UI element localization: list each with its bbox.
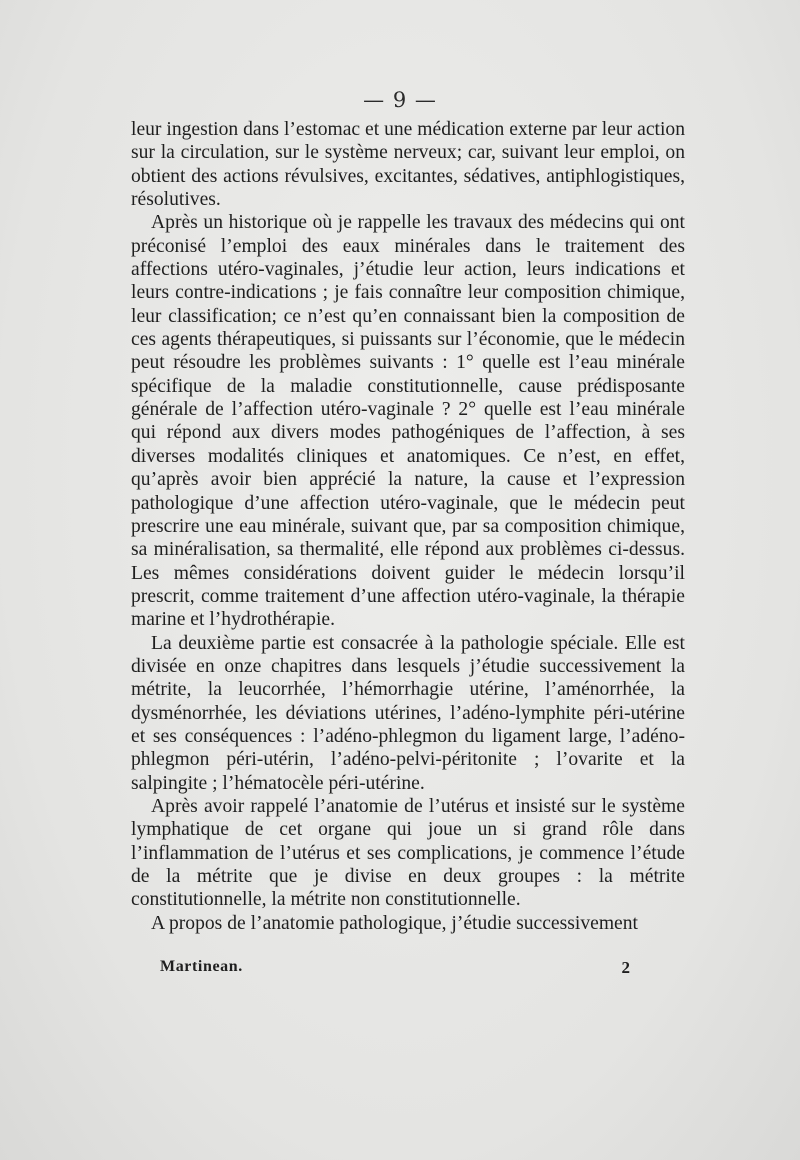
paragraph-deuxieme-partie: La deuxième partie est consacrée à la pathologie spéciale. Elle est divisée en onze chapitres dans lesquels j’étudie successivement la métrite, la leucorrhée, l’hémorrhagie utérine, l’aménorrhée, la dysménorrhée, les déviations utérines, l’adéno-lymphite péri-utérine et ses conséquences : l’adéno-phlegmon du ligament large, l’adéno-phlegmon péri-utérin, l’adéno-pelvi-péritonite ; l’ovarite et la salpingite ; l’hématocèle péri-utérine.	[131, 632, 685, 794]
paragraph-anatomie-pathologique: A propos de l’anatomie pathologique, j’étudie successivement	[151, 912, 638, 934]
sheet-number: 2	[621, 958, 630, 977]
paragraph-anatomie-uterus: Après avoir rappelé l’anatomie de l’utérus et insisté sur le système lymphatique de cet organe qui joue un si grand rôle dans l’inflammation de l’utérus et ses complications, je commence l’étude de la métrite que je divise en deux groupes : la métrite constitutionnelle, la métrite non constitutionnelle.	[131, 795, 685, 911]
paragraph-continuation: leur ingestion dans l’estomac et une médication externe par leur action sur la circulation, sur le système nerveux; car, suivant leur emploi, on obtient des actions révulsives, excitantes, sédatives, antiphlogistiques, résolutives.	[131, 119, 685, 211]
paragraph-historique: Après un historique où je rappelle les travaux des médecins qui ont préconisé l’emploi des eaux minérales dans le traitement des affections utéro-vaginales, j’étudie leur action, leurs indications et leurs contre-indications ; je fais connaître leur composition chimique, leur classification; ce n’est qu’en connaissant bien la composition de ces agents thérapeutiques, si puissants sur l’économie, que le médecin peut résoudre les problèmes suivants : 1° quelle est l’eau minérale spécifique de la maladie constitutionnelle, cause prédisposante générale de l’affection utéro-vaginale ? 2° quelle est l’eau minérale qui répond aux divers modes pathogéniques de l’affection, à ses diverses modalités cliniques et anatomiques. Ce n’est, en effet, qu’après avoir bien apprécié la nature, la cause et l’expression pathologique d’une affection utéro-vaginale, que le médecin peut prescrire une eau minérale, suivant que, par sa composition chimique, sa minéralisation, sa thermalité, elle répond aux problèmes ci-dessus. Les mêmes considérations doivent guider le médecin lorsqu’il prescrit, comme traitement d’une affection utéro-vaginale, la thérapie marine et l’hydrothérapie.	[131, 212, 685, 631]
page-number: — 9 —	[363, 88, 437, 112]
printer-signature: Martinean.	[160, 958, 243, 975]
body-text	[131, 118, 685, 935]
